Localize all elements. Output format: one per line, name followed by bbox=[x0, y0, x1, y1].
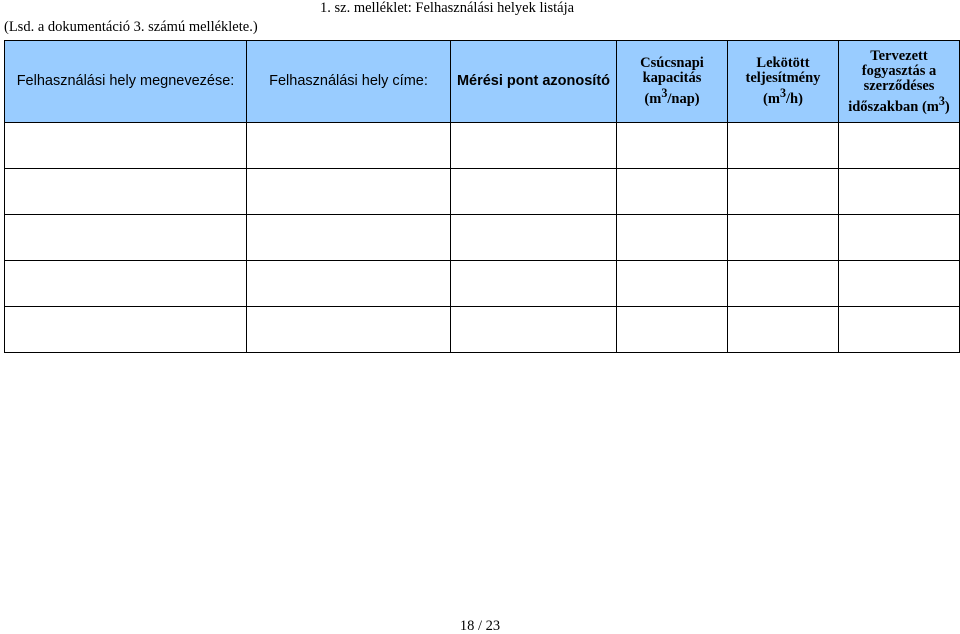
cell-name[interactable] bbox=[5, 123, 247, 169]
cell-address[interactable] bbox=[247, 169, 451, 215]
cell-peak-capacity[interactable] bbox=[617, 307, 728, 353]
cell-meter-id[interactable] bbox=[451, 169, 617, 215]
cell-name[interactable] bbox=[5, 307, 247, 353]
cell-address[interactable] bbox=[247, 215, 451, 261]
cell-meter-id[interactable] bbox=[451, 123, 617, 169]
cell-name[interactable] bbox=[5, 261, 247, 307]
cell-contracted-power[interactable] bbox=[728, 307, 839, 353]
header-meter-id: Mérési pont azonosító bbox=[451, 41, 617, 123]
header-site-name: Felhasználási hely megnevezése: bbox=[5, 41, 247, 123]
cell-planned-consumption[interactable] bbox=[839, 261, 960, 307]
unit-prefix: (m bbox=[644, 90, 662, 107]
cell-contracted-power[interactable] bbox=[728, 123, 839, 169]
header-peak-capacity-line2: kapacitás bbox=[642, 70, 702, 87]
header-contracted-power-line1: Lekötött bbox=[756, 55, 810, 72]
header-planned-consumption bbox=[839, 41, 960, 123]
header-peak-capacity bbox=[617, 41, 728, 123]
unit-suffix: ) bbox=[944, 98, 950, 115]
cell-contracted-power[interactable] bbox=[728, 215, 839, 261]
cell-planned-consumption[interactable] bbox=[839, 123, 960, 169]
header-planned-consumption-line4 bbox=[839, 94, 959, 115]
table-row bbox=[5, 123, 960, 169]
cell-contracted-power[interactable] bbox=[728, 169, 839, 215]
document-title: 1. sz. melléklet: Felhasználási helyek listája bbox=[320, 0, 575, 16]
cell-name[interactable] bbox=[5, 215, 247, 261]
cell-peak-capacity[interactable] bbox=[617, 261, 728, 307]
unit-suffix: /nap) bbox=[667, 90, 700, 107]
unit-prefix: (m bbox=[763, 90, 780, 107]
cell-address[interactable] bbox=[247, 123, 451, 169]
cell-planned-consumption[interactable] bbox=[839, 307, 960, 353]
header-site-address: Felhasználási hely címe: bbox=[247, 41, 451, 123]
header-peak-capacity-unit bbox=[617, 86, 727, 107]
header-planned-consumption-line2: fogyasztás a bbox=[861, 62, 937, 79]
cell-peak-capacity[interactable] bbox=[617, 169, 728, 215]
cell-contracted-power[interactable] bbox=[728, 261, 839, 307]
header-peak-capacity-line1: Csúcsnapi bbox=[640, 55, 704, 72]
reference-note: (Lsd. a dokumentáció 3. számú melléklete.) bbox=[4, 19, 258, 35]
header-planned-consumption-line3: szerződéses bbox=[863, 77, 935, 94]
unit-superscript: 3 bbox=[779, 86, 787, 101]
table-header-row bbox=[5, 41, 960, 123]
table-row bbox=[5, 261, 960, 307]
unit-superscript: 3 bbox=[938, 93, 945, 108]
cell-meter-id[interactable] bbox=[451, 261, 617, 307]
header-contracted-power-unit bbox=[728, 86, 838, 107]
cell-address[interactable] bbox=[247, 307, 451, 353]
unit-suffix: /h) bbox=[786, 90, 803, 107]
unit-superscript: 3 bbox=[661, 86, 668, 101]
cell-peak-capacity[interactable] bbox=[617, 215, 728, 261]
cell-name[interactable] bbox=[5, 169, 247, 215]
table-row bbox=[5, 307, 960, 353]
cell-planned-consumption[interactable] bbox=[839, 169, 960, 215]
header-planned-consumption-line1: Tervezett bbox=[870, 47, 928, 64]
table-row bbox=[5, 169, 960, 215]
page-number: 18 / 23 bbox=[459, 618, 501, 634]
table-row bbox=[5, 215, 960, 261]
cell-address[interactable] bbox=[247, 261, 451, 307]
cell-meter-id[interactable] bbox=[451, 215, 617, 261]
table-body bbox=[5, 123, 960, 353]
header-contracted-power bbox=[728, 41, 839, 123]
cell-planned-consumption[interactable] bbox=[839, 215, 960, 261]
cell-peak-capacity[interactable] bbox=[617, 123, 728, 169]
cell-meter-id[interactable] bbox=[451, 307, 617, 353]
unit-prefix: időszakban (m bbox=[848, 98, 939, 115]
header-contracted-power-line2: teljesítmény bbox=[745, 70, 821, 87]
site-list-table bbox=[4, 40, 960, 353]
